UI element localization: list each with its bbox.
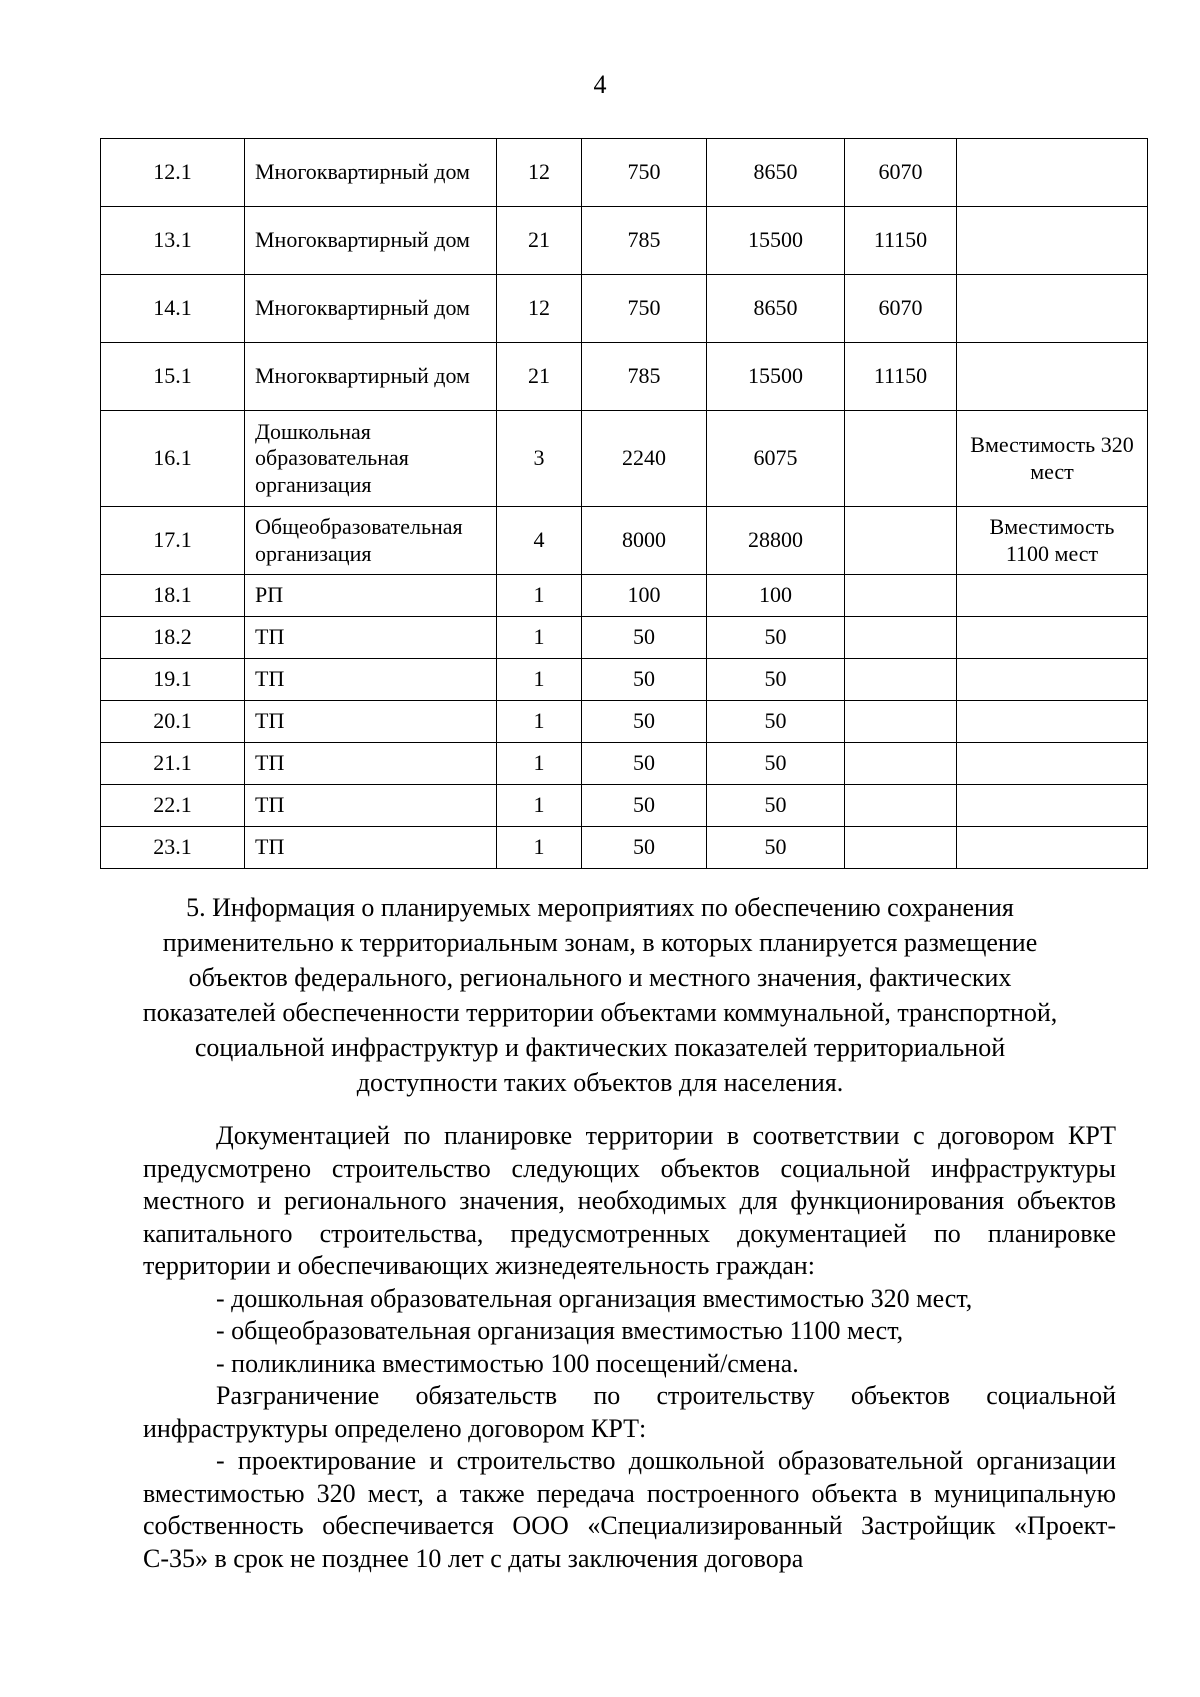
table-cell-c7	[957, 785, 1148, 827]
table-cell-c4: 2240	[582, 411, 707, 507]
table-row	[101, 743, 1148, 785]
table-cell-c6	[845, 659, 957, 701]
table-cell-c6: 6070	[845, 139, 957, 207]
table-cell-c3: 1	[497, 617, 582, 659]
table-cell-c3: 3	[497, 411, 582, 507]
table-cell-c5: 100	[707, 575, 845, 617]
table-row	[101, 207, 1148, 275]
table-cell-name: Общеобразовательная организация	[245, 507, 497, 575]
table-cell-c3: 1	[497, 701, 582, 743]
table-cell-c5: 50	[707, 659, 845, 701]
table-cell-c3: 1	[497, 827, 582, 869]
table-cell-c3: 1	[497, 659, 582, 701]
table-cell-c7	[957, 827, 1148, 869]
table-cell-c6	[845, 411, 957, 507]
table-cell-c5: 8650	[707, 139, 845, 207]
table-cell-c6	[845, 701, 957, 743]
table-cell-c5: 15500	[707, 343, 845, 411]
table-cell-c7	[957, 617, 1148, 659]
table-cell-name: Многоквартирный дом	[245, 343, 497, 411]
table-cell-c5: 50	[707, 785, 845, 827]
table-cell-c5: 28800	[707, 507, 845, 575]
paragraph: Документацией по планировке территории в соответствии с договором КРТ предусмотрено строительство следующих объектов социальной инфраструктуры местного и регионального значения, необходимых для функционирования объектов капитального строительства, предусмотренных документацией по планировке территории и обеспечивающих жизнедеятельность граждан:	[143, 1121, 1116, 1280]
table-cell-c5: 50	[707, 827, 845, 869]
table-cell-num: 14.1	[101, 275, 245, 343]
table-cell-c7	[957, 343, 1148, 411]
table-cell-c3: 21	[497, 343, 582, 411]
table-cell-c6: 6070	[845, 275, 957, 343]
table-cell-c6	[845, 507, 957, 575]
table-cell-c4: 8000	[582, 507, 707, 575]
table-cell-num: 17.1	[101, 507, 245, 575]
table-row	[101, 507, 1148, 575]
list-item: - поликлиника вместимостью 100 посещений/смена.	[216, 1348, 799, 1378]
table-row	[101, 343, 1148, 411]
table-row	[101, 827, 1148, 869]
table-cell-c4: 50	[582, 743, 707, 785]
table-cell-num: 21.1	[101, 743, 245, 785]
table-cell-c7: Вместимость 320 мест	[957, 411, 1148, 507]
body-text	[143, 1120, 1116, 1575]
table-cell-c6	[845, 617, 957, 659]
table-cell-name: ТП	[245, 659, 497, 701]
table-cell-c5: 50	[707, 701, 845, 743]
table-cell-name: Многоквартирный дом	[245, 275, 497, 343]
table-cell-c3: 1	[497, 785, 582, 827]
table-cell-c4: 50	[582, 659, 707, 701]
list-item: - общеобразовательная организация вместимостью 1100 мест,	[216, 1316, 904, 1345]
table-row	[101, 411, 1148, 507]
table-row	[101, 701, 1148, 743]
table-cell-c4: 50	[582, 827, 707, 869]
table-cell-c7	[957, 207, 1148, 275]
table-cell-c6	[845, 743, 957, 785]
page-number: 4	[593, 70, 607, 99]
table-cell-c4: 100	[582, 575, 707, 617]
table-cell-num: 20.1	[101, 701, 245, 743]
table-cell-num: 18.1	[101, 575, 245, 617]
table-cell-c4: 50	[582, 701, 707, 743]
table-cell-c4: 785	[582, 207, 707, 275]
table-cell-num: 15.1	[101, 343, 245, 411]
table-cell-c5: 8650	[707, 275, 845, 343]
table-cell-name: ТП	[245, 785, 497, 827]
table-cell-name: ТП	[245, 701, 497, 743]
table-cell-c5: 50	[707, 743, 845, 785]
table-cell-c5: 50	[707, 617, 845, 659]
table-cell-c7	[957, 575, 1148, 617]
table-cell-num: 13.1	[101, 207, 245, 275]
table-cell-c5: 15500	[707, 207, 845, 275]
table-cell-c6: 11150	[845, 343, 957, 411]
table-cell-c5: 6075	[707, 411, 845, 507]
table-cell-c7	[957, 743, 1148, 785]
table-cell-name: Многоквартирный дом	[245, 139, 497, 207]
table-row	[101, 617, 1148, 659]
table-cell-c3: 12	[497, 275, 582, 343]
table-cell-num: 22.1	[101, 785, 245, 827]
table-cell-c7	[957, 275, 1148, 343]
table-cell-c7	[957, 701, 1148, 743]
table-cell-c4: 750	[582, 275, 707, 343]
table-cell-name: Многоквартирный дом	[245, 207, 497, 275]
table-row	[101, 659, 1148, 701]
table-cell-name: ТП	[245, 827, 497, 869]
objects-table	[100, 138, 1148, 869]
table-row	[101, 275, 1148, 343]
table-cell-c6	[845, 827, 957, 869]
table-cell-c7	[957, 659, 1148, 701]
table-cell-name: РП	[245, 575, 497, 617]
section-heading: 5. Информация о планируемых мероприятиях по обеспечению сохранения применительно к территориальным зонам, в которых планируется размещение объектов федерального, регионального и местного значения, фактических показателей обеспеченности территории объектами коммунальной, транспортной, социальной инфраструктур и фактических показателей территориальной доступности таких объектов для населения.	[142, 893, 1058, 1097]
table-cell-num: 19.1	[101, 659, 245, 701]
table-cell-c3: 21	[497, 207, 582, 275]
paragraph: - проектирование и строительство дошкольной образовательной организации вместимостью 320 мест, а также передача построенного объекта в муниципальную собственность обеспечивается ООО «Специализированный Застройщик «Проект-С-35» в срок не позднее 10 лет с даты заключения договора	[143, 1446, 1116, 1573]
table-cell-c6: 11150	[845, 207, 957, 275]
table-row	[101, 785, 1148, 827]
table-cell-c7: Вместимость 1100 мест	[957, 507, 1148, 575]
table-cell-num: 12.1	[101, 139, 245, 207]
table-cell-c4: 750	[582, 139, 707, 207]
table-cell-c3: 12	[497, 139, 582, 207]
table-cell-name: ТП	[245, 617, 497, 659]
table-cell-c3: 1	[497, 575, 582, 617]
table-row	[101, 575, 1148, 617]
table-cell-c3: 1	[497, 743, 582, 785]
table-cell-c7	[957, 139, 1148, 207]
table-cell-name: ТП	[245, 743, 497, 785]
table-cell-c6	[845, 785, 957, 827]
table-cell-num: 16.1	[101, 411, 245, 507]
table-cell-c6	[845, 575, 957, 617]
table-cell-name: Дошкольная образовательная организация	[245, 411, 497, 507]
table-cell-num: 23.1	[101, 827, 245, 869]
paragraph: Разграничение обязательств по строительству объектов социальной инфраструктуры определено договором КРТ:	[143, 1381, 1116, 1443]
table-cell-num: 18.2	[101, 617, 245, 659]
table-cell-c3: 4	[497, 507, 582, 575]
table-cell-c4: 50	[582, 785, 707, 827]
list-item: - дошкольная образовательная организация вместимостью 320 мест,	[216, 1283, 973, 1313]
table-cell-c4: 785	[582, 343, 707, 411]
table-cell-c4: 50	[582, 617, 707, 659]
table-row	[101, 139, 1148, 207]
